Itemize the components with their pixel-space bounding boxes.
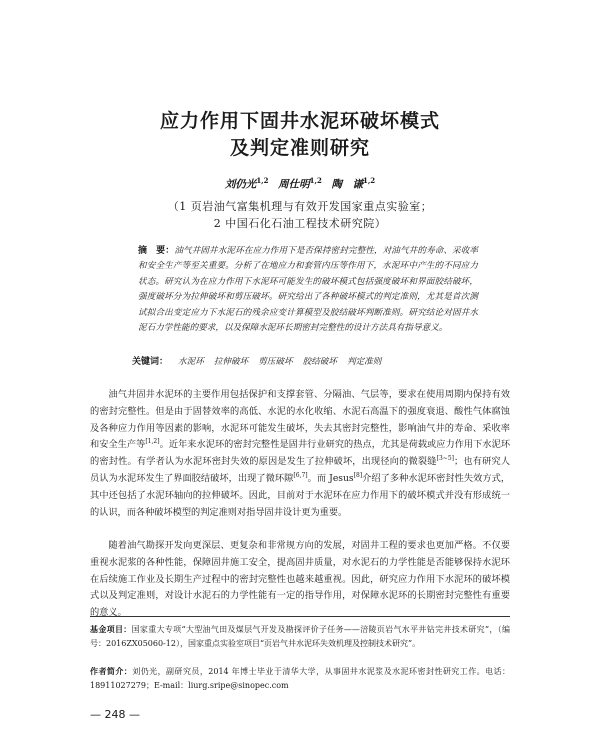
citation-ref: [8] — [353, 471, 363, 479]
citation-ref: [3~5] — [436, 455, 454, 463]
keywords — [132, 354, 482, 367]
funding-text: 国家重大专项“大型油气田及煤层气开发及勘探评价子任务——涪陵页岩气水平井钻完井技术研究”，（编号：2016ZX05060-12），国家重点实验室项目“页岩气井水泥环失效机理及控制技术研究”。 — [90, 625, 511, 648]
funding-footnote — [90, 623, 510, 650]
footnote-divider — [90, 616, 510, 617]
body-text-span: 介绍了多种水泥环密封性失效方式，其中还包括了水泥环轴向的拉伸破坏。因此，目前对于水泥环在应力作用下的破坏模式并没有形成统一的认识，而各种破坏模型的判定准则对指导固井设计更为重要。 — [90, 472, 511, 518]
body-paragraph-2: 随着油气勘探开发向更深层、更复杂和非常规方向的发展，对固井工程的要求也更加严格。不仅要重视水泥浆的各种性能，保障固井施工安全，提高固井质量，对水泥石的力学性能是否能够保持水泥环在后续施工作业及长期生产过程中的密封完整性也越来越重视。因此，研究应力作用下水泥环的破坏模式以及判定准则，对设计水泥石的力学性能有一定的指导作用，对保障水泥环的长期密封完整性有重要的意义。 — [90, 540, 510, 619]
affiliation-line-1: （1 页岩油气富集机理与有效开发国家重点实验室； — [167, 200, 433, 213]
affiliation-line-2: 2 中国石化石油工程技术研究院） — [213, 217, 387, 230]
author-affiliation-sup: 1,2 — [363, 176, 376, 185]
keyword: 水泥环 — [178, 357, 204, 367]
author-list — [0, 176, 600, 192]
funding-label: 基金项目： — [90, 625, 132, 634]
body-text-span: 。近年来水泥环的密封完整性是固井行业研究的热点，尤其是荷载或应力作用下水泥环的密封性。有学者认为水泥环密封失效的原因是发生了拉伸破坏，出现径向的微裂缝 — [90, 439, 511, 468]
citation-ref: [6,7] — [293, 471, 308, 479]
title-line-2: 及判定准则研究 — [229, 137, 370, 159]
author-affiliation-sup: 1,2 — [256, 176, 269, 185]
body-text-span: 。而 Jesus — [307, 472, 354, 484]
keyword: 剪压破坏 — [258, 357, 293, 367]
abstract-text: 油气井固井水泥环在应力作用下是否保持密封完整性，对油气井的寿命、采收率和安全生产等至关重要。分析了在地应力和套管内压等作用下，水泥环中产生的不同应力状态。研究认为在应力作用下水泥环可能发生的破坏模式包括强度破坏和界面胶结破坏，强度破坏分为拉伸破坏和剪压破坏。研究给出了各种破坏模式的判定准则，尤其是首次测试拟合出变定应力下水泥石的残余应变计算模型及胶结破坏判断准则。研究结论对固井水泥石力学性能的要求，以及保障水泥环长期密封完整性的设计方法具有指导意义。 — [138, 246, 478, 334]
keyword: 判定准则 — [346, 357, 382, 367]
keywords-label: 关键词： — [132, 357, 169, 367]
author-bio-text: 刘仍光，副研究员，2014 年博士毕业于清华大学，从事固井水泥浆及水泥环密封性研究工作。电话：18911027279；E-mail：liurg.sripe@sinopec.com — [90, 667, 510, 690]
abstract-label: 摘 要： — [138, 246, 175, 256]
body-text-span: ；也有研究人员认为水泥环发生了界面胶结破坏，出现了微环隙 — [90, 456, 511, 484]
author-bio-footnote — [90, 665, 510, 692]
citation-ref: [1,2] — [145, 438, 160, 446]
page-number: — 248 — — [90, 708, 140, 721]
keyword: 胶结破坏 — [302, 357, 337, 367]
author-affiliation-sup: 1,2 — [309, 176, 322, 185]
body-paragraph-1 — [90, 387, 510, 521]
author-bio-label: 作者简介： — [90, 667, 133, 676]
abstract — [138, 244, 478, 336]
author-name: 陶 谦 — [331, 178, 363, 191]
author-name: 刘仍光 — [224, 178, 257, 191]
keyword: 拉伸破坏 — [213, 357, 249, 367]
author-name: 周仕明 — [278, 178, 310, 191]
body-text-span: 油气井固井水泥环的主要作用包括保护和支撑套管、分隔油、气层等，要求在使用周期内保持有效的密封完整性。但是由于固替效率的高低、水泥的水化收缩、水泥石高温下的强度衰退、酸性气体腐蚀及各种应力作用等因素的影响，水泥环可能发生破坏，失去其密封完整性，影响油气井的寿命、采收率和安全生产等 — [90, 389, 510, 451]
title-line-1: 应力作用下固井水泥环破坏模式 — [159, 110, 440, 132]
